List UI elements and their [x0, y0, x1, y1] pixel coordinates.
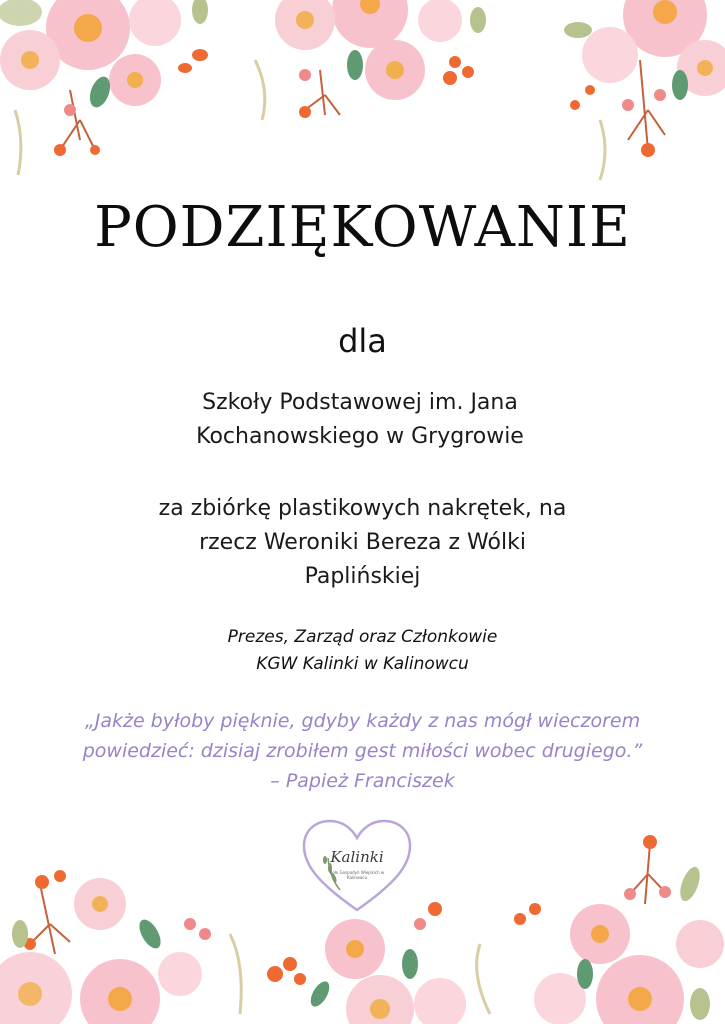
- signatories-line: Prezes, Zarząd oraz Członkowie: [227, 627, 498, 647]
- quote-line: „Jakże byłoby pięknie, gdyby każdy z nas mógł wieczorem: [84, 710, 641, 732]
- flower-cluster-right-icon: [564, 0, 725, 180]
- reason-line: rzecz Weroniki Bereza z Wólki: [199, 530, 526, 555]
- kalinki-logo: [300, 818, 414, 914]
- recipient-line: Szkoły Podstawowej im. Jana: [202, 390, 518, 415]
- quote-line: powiedzieć: dzisiaj zrobiłem gest miłości wobec drugiego.”: [82, 740, 643, 762]
- flower-cluster-bottom-right-icon: [514, 835, 724, 1024]
- logo-subtitle: Koło Gospodyń Wiejskich w Kalinowcu: [329, 870, 385, 880]
- certificate-title: PODZIĘKOWANIE: [94, 195, 631, 260]
- quote-block: [45, 706, 680, 796]
- recipient-line: Kochanowskiego w Grygrowie: [196, 424, 524, 449]
- signatories-block: [170, 624, 555, 678]
- heart-logo-icon: [300, 818, 414, 914]
- flower-cluster-bottom-center-icon: [267, 902, 490, 1024]
- reason-line: Paplińskiej: [304, 564, 421, 589]
- recipient-block: [120, 386, 600, 454]
- signatories-line: KGW Kalinki w Kalinowcu: [256, 654, 469, 674]
- flower-cluster-center-icon: [255, 0, 486, 120]
- flower-cluster-bottom-left-icon: [0, 870, 241, 1024]
- quote-author: – Papież Franciszek: [270, 770, 455, 792]
- reason-block: [110, 492, 615, 594]
- for-word: dla: [338, 322, 387, 360]
- reason-line: za zbiórkę plastikowych nakrętek, na: [158, 496, 567, 521]
- floral-top-decoration: [0, 0, 725, 190]
- flower-cluster-left-icon: [0, 0, 208, 175]
- logo-name: Kalinki: [330, 848, 384, 866]
